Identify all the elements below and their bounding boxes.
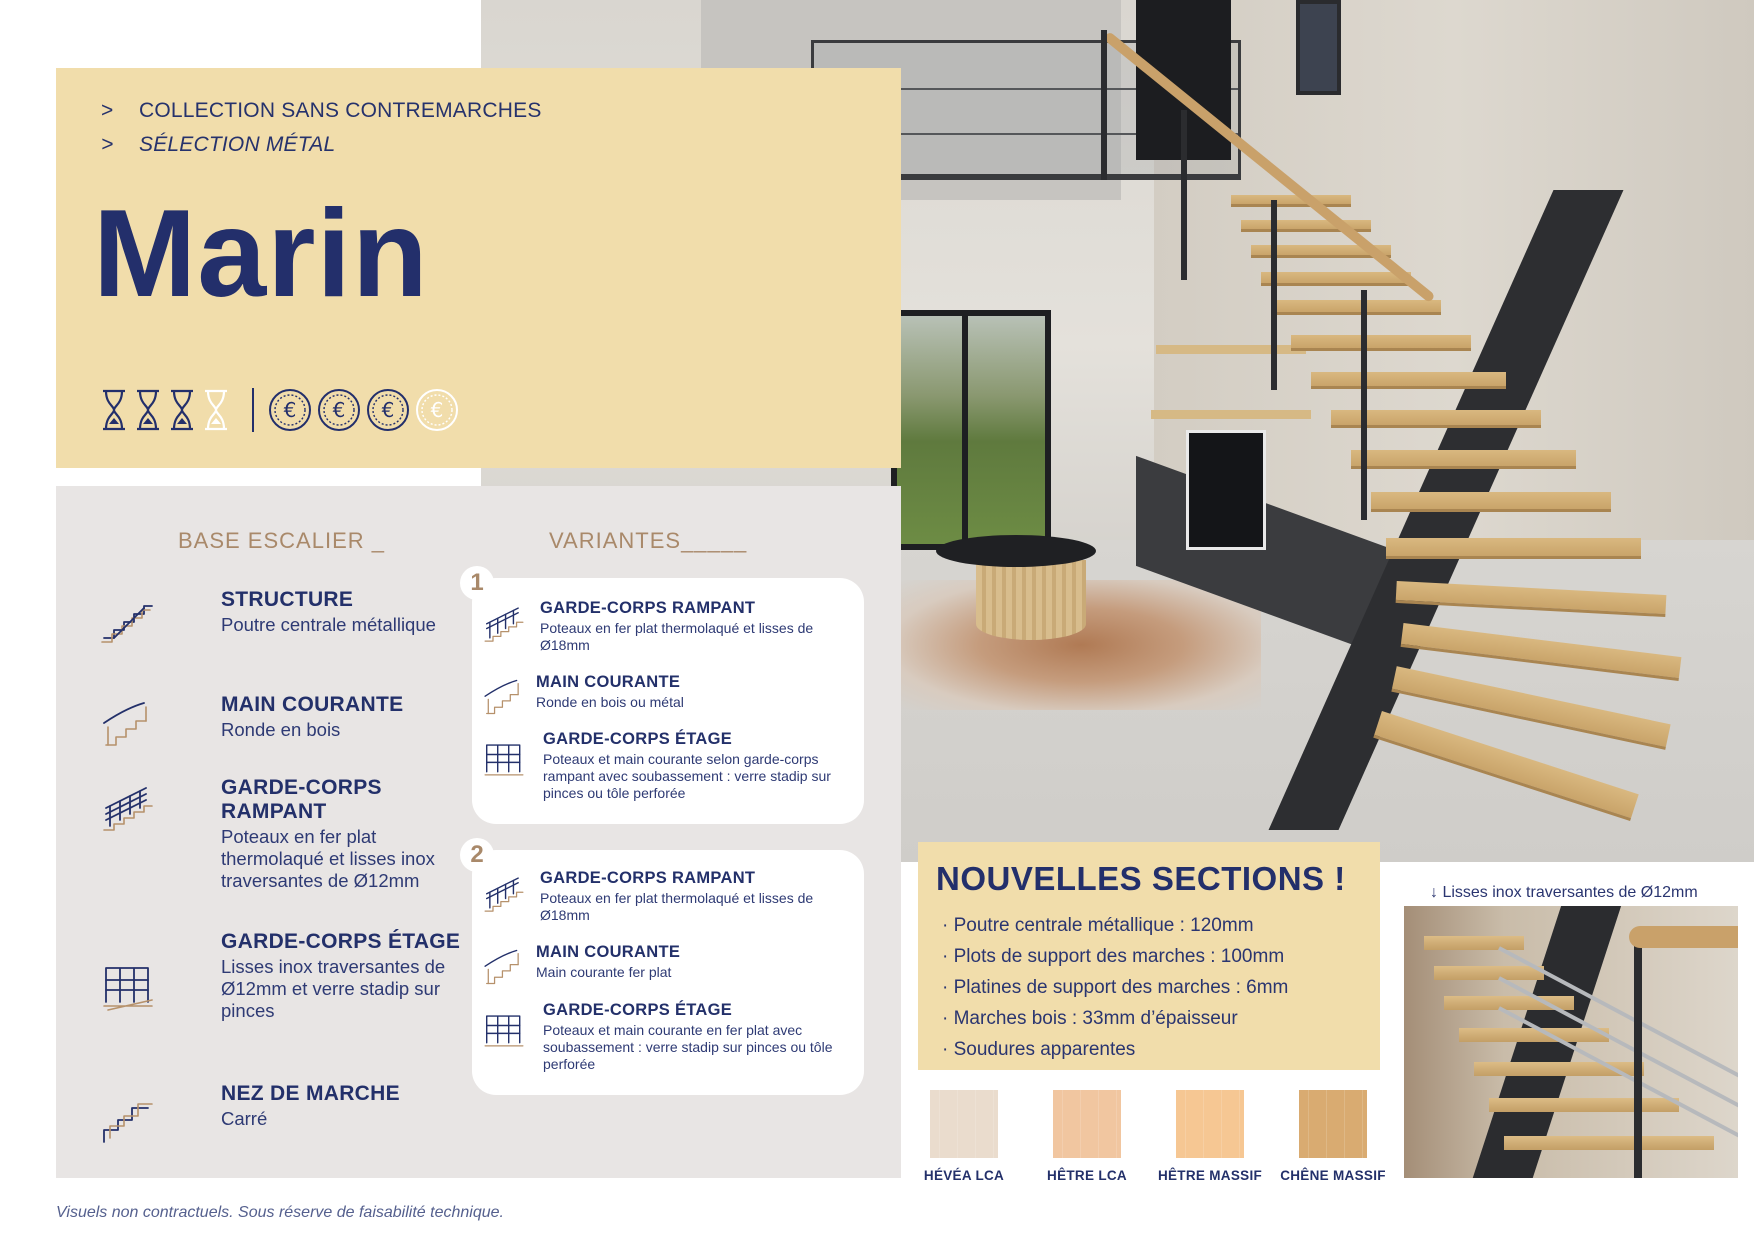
handrail-icon <box>482 946 526 988</box>
variant-item-title: MAIN COURANTE <box>536 943 681 961</box>
rating-divider <box>252 388 254 432</box>
news-item: · Platines de support des marches : 6mm <box>942 977 1289 998</box>
base-item-desc: Ronde en bois <box>221 719 341 740</box>
hourglass-icon <box>134 388 162 432</box>
base-item-garde-corps-etage <box>100 930 460 1060</box>
svg-text:€: € <box>332 398 346 422</box>
variant-card-1 <box>470 569 864 824</box>
base-item-title: STRUCTURE <box>221 588 354 611</box>
base-item-garde-corps-rampant <box>100 776 460 896</box>
variant-item-title: GARDE-CORPS ÉTAGE <box>543 730 733 748</box>
variant-item-desc: Main courante fer plat <box>536 964 672 980</box>
variant-item-desc: Ronde en bois ou métal <box>536 694 684 710</box>
variant-item-desc: Poteaux et main courante selon garde-corps rampant avec soubassement : verre stadip sur pinces ou tôle perforée <box>543 751 831 801</box>
finish-swatch <box>930 1090 998 1158</box>
railing-rampant-icon <box>100 782 156 832</box>
nosing-icon <box>100 1094 156 1144</box>
base-item-structure <box>100 588 460 668</box>
news-item: · Marches bois : 33mm d’épaisseur <box>942 1008 1238 1029</box>
installation-time-rating <box>100 388 236 432</box>
base-item-main-courante <box>100 693 460 753</box>
variant-item-desc: Poteaux en fer plat thermolaqué et lisses de Ø18mm <box>540 890 814 923</box>
detail-caption: ↓ Lisses inox traversantes de Ø12mm <box>1430 884 1698 901</box>
news-item: · Soudures apparentes <box>942 1039 1136 1060</box>
finish-label: HÊTRE LCA <box>1047 1168 1127 1183</box>
detail-photo <box>1404 906 1738 1178</box>
base-item-desc: Lisses inox traversantes de Ø12mm et verre stadip sur pinces <box>221 956 446 1021</box>
variant-item-title: MAIN COURANTE <box>536 673 681 691</box>
euro-coin-icon <box>415 388 459 432</box>
base-item-desc: Poteaux en fer plat thermolaqué et lisses inox traversantes de Ø12mm <box>221 826 435 891</box>
variant-item-desc: Poteaux et main courante en fer plat avec soubassement : verre stadip sur pinces ou tôle perforée <box>543 1022 833 1072</box>
title-panel <box>56 68 901 468</box>
handrail-icon <box>482 676 526 718</box>
railing-etage-icon <box>482 1010 526 1052</box>
finish-hetre-lca[interactable] <box>1032 1090 1142 1183</box>
variants-heading: VARIANTES_____ <box>549 528 748 553</box>
breadcrumb-selection-label: SÉLECTION MÉTAL <box>139 133 336 156</box>
breadcrumb-collection-label: COLLECTION SANS CONTREMARCHES <box>139 99 542 122</box>
variant-item-title: GARDE-CORPS ÉTAGE <box>543 1001 733 1019</box>
variant-card-2 <box>470 841 864 1095</box>
variant-item-title: GARDE-CORPS RAMPANT <box>540 869 756 887</box>
spec-panel <box>56 486 901 1178</box>
finish-hevea-lca[interactable] <box>909 1090 1019 1183</box>
chevron-right-icon: > <box>101 99 114 122</box>
breadcrumb-selection[interactable] <box>101 133 335 157</box>
finish-chene-massif[interactable] <box>1278 1090 1388 1183</box>
euro-coin-icon <box>366 388 410 432</box>
footnote: Visuels non contractuels. Sous réserve de faisabilité technique. <box>56 1204 504 1221</box>
chevron-right-icon: > <box>101 133 114 156</box>
news-item: · Plots de support des marches : 100mm <box>942 946 1285 967</box>
hourglass-icon <box>202 388 230 432</box>
finish-swatch <box>1176 1090 1244 1158</box>
product-title: Marin <box>93 185 429 323</box>
railing-rampant-icon <box>482 872 526 914</box>
news-list <box>942 910 1288 1065</box>
rating-row <box>100 386 464 434</box>
stair-structure-icon <box>100 594 156 644</box>
finish-label: CHÊNE MASSIF <box>1280 1168 1386 1183</box>
breadcrumb-collection[interactable] <box>101 99 542 123</box>
base-heading: BASE ESCALIER _ <box>178 528 385 553</box>
news-title: NOUVELLES SECTIONS ! <box>936 860 1346 897</box>
variant-number: 2 <box>460 838 494 872</box>
base-item-nez-de-marche <box>100 1082 460 1152</box>
variant-item-desc: Poteaux en fer plat thermolaqué et lisses de Ø18mm <box>540 620 814 653</box>
variant-item-title: GARDE-CORPS RAMPANT <box>540 599 756 617</box>
svg-text:€: € <box>283 398 297 422</box>
railing-etage-icon <box>100 962 156 1012</box>
finish-label: HÊTRE MASSIF <box>1157 1168 1263 1183</box>
news-item: · Poutre centrale métallique : 120mm <box>942 915 1254 936</box>
price-rating <box>268 388 464 432</box>
base-item-desc: Carré <box>221 1108 268 1129</box>
euro-coin-icon <box>317 388 361 432</box>
wood-finishes <box>918 1090 1398 1183</box>
hourglass-icon <box>100 388 128 432</box>
hourglass-icon <box>168 388 196 432</box>
euro-coin-icon <box>268 388 312 432</box>
base-item-title: GARDE-CORPS RAMPANT <box>221 776 382 823</box>
base-item-title: GARDE-CORPS ÉTAGE <box>221 930 461 953</box>
news-box <box>918 842 1380 1070</box>
railing-rampant-icon <box>482 602 526 644</box>
svg-text:€: € <box>430 398 444 422</box>
finish-label: HÉVÉA LCA <box>923 1168 1005 1183</box>
finish-hetre-massif[interactable] <box>1155 1090 1265 1183</box>
railing-etage-icon <box>482 739 526 781</box>
finish-swatch <box>1299 1090 1367 1158</box>
base-item-desc: Poutre centrale métallique <box>221 614 436 635</box>
finish-swatch <box>1053 1090 1121 1158</box>
base-item-title: MAIN COURANTE <box>221 693 404 716</box>
variant-number: 1 <box>460 566 494 600</box>
svg-text:€: € <box>381 398 395 422</box>
handrail-icon <box>100 699 156 749</box>
base-item-title: NEZ DE MARCHE <box>221 1082 400 1105</box>
